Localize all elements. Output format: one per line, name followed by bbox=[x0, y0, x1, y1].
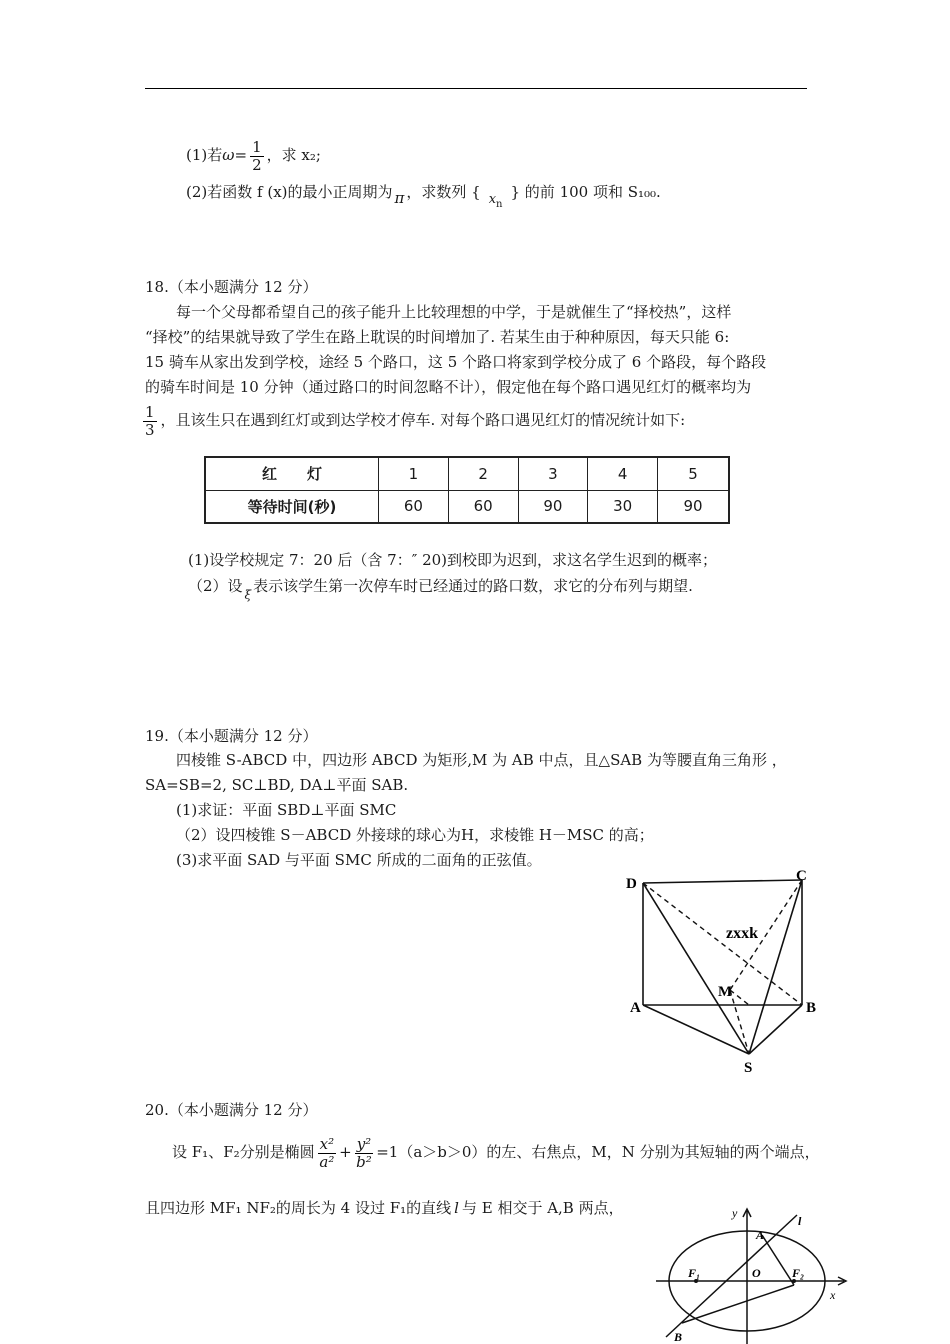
q20-line2-prefix: 且四边形 MF₁ NF₂的周长为 4 设过 F₁的直线 bbox=[145, 1199, 452, 1217]
plus-sign: + bbox=[339, 1143, 352, 1161]
segment-b-f2 bbox=[682, 1285, 794, 1323]
segment-ms bbox=[730, 990, 749, 1054]
table-cell: 5 bbox=[658, 457, 730, 490]
q18-text-line-1: 每一个父母都希望自己的孩子能升上比较理想的中学，于是就催生了“择校热”，这样 bbox=[176, 303, 732, 321]
x-n-symbol: x bbox=[488, 192, 497, 207]
equals-one: =1 bbox=[376, 1143, 399, 1161]
label-c: C bbox=[796, 868, 807, 884]
fraction-denominator: 2 bbox=[252, 155, 262, 174]
q18-part2 bbox=[188, 576, 693, 602]
q17-part1-prefix: (1)若 bbox=[186, 146, 223, 164]
q20-line2-suffix: 与 E 相交于 A,B 两点， bbox=[461, 1199, 624, 1217]
q20-line1-prefix: 设 F₁、F₂分别是椭圆 bbox=[172, 1143, 315, 1161]
fraction-denominator: 3 bbox=[145, 420, 155, 439]
red-light-table bbox=[204, 456, 730, 524]
table-cell: 90 bbox=[518, 490, 588, 523]
label-a: A bbox=[756, 1228, 765, 1242]
q18-text-line-4: 的骑车时间是 10 分钟（通过路口的时间忽略不计），假定他在每个路口遇见红灯的概率均为 bbox=[145, 378, 752, 396]
q19-header: 19.（本小题满分 12 分） bbox=[145, 727, 318, 745]
label-l: l bbox=[798, 1214, 802, 1228]
equals-sign: = bbox=[234, 146, 248, 164]
watermark-text: zxxk bbox=[726, 925, 758, 942]
ellipse-figure bbox=[652, 1203, 850, 1344]
table-cell: 60 bbox=[379, 490, 449, 523]
header-rule bbox=[145, 88, 807, 89]
q20-header: 20.（本小题满分 12 分） bbox=[145, 1101, 318, 1119]
label-m: M bbox=[718, 984, 733, 1000]
q20-text-line-2 bbox=[145, 1198, 624, 1218]
label-f2: F₂ bbox=[792, 1266, 805, 1280]
q20-line1-suffix: （a＞b＞0）的左、右焦点，M，N 分别为其短轴的两个端点， bbox=[398, 1143, 820, 1161]
edge-ds bbox=[643, 883, 749, 1054]
q17-part2-suffix: } 的前 100 项和 S₁₀₀. bbox=[510, 183, 661, 201]
fraction-numerator: y² bbox=[356, 1134, 372, 1153]
q18-after-fraction: ，且该生只在遇到红灯或到达学校才停车. 对每个路口遇见红灯的情况统计如下: bbox=[160, 411, 686, 429]
line-l-symbol: l bbox=[454, 1199, 459, 1217]
q17-part2-mid: ，求数列 { bbox=[406, 183, 481, 201]
q17-part1 bbox=[186, 138, 321, 174]
fraction-numerator: 1 bbox=[145, 402, 155, 421]
q20-text-line-1 bbox=[172, 1132, 820, 1172]
q17-part2 bbox=[186, 182, 661, 210]
table-header-wait-time: 等待时间(秒) bbox=[205, 490, 379, 523]
q19-text-line-1: 四棱锥 S-ABCD 中，四边形 ABCD 为矩形,M 为 AB 中点，且△SAB 为等腰直角三角形 ， bbox=[176, 751, 787, 769]
ellipse-x-fraction bbox=[318, 1136, 336, 1171]
table-cell: 3 bbox=[518, 457, 588, 490]
q18-part2-prefix: （2）设 bbox=[188, 577, 243, 595]
fraction-numerator: 1 bbox=[252, 137, 262, 156]
label-d: D bbox=[626, 876, 637, 892]
ellipse-y-fraction bbox=[355, 1136, 374, 1171]
line-l bbox=[666, 1215, 797, 1337]
fraction-numerator: x² bbox=[319, 1134, 335, 1153]
edge-dc bbox=[643, 880, 802, 883]
q19-part2: （2）设四棱锥 S－ABCD 外接球的球心为H，求棱锥 H－MSC 的高； bbox=[176, 826, 654, 844]
label-b: B bbox=[674, 1330, 683, 1344]
segment-a-f2 bbox=[762, 1235, 794, 1285]
label-x: x bbox=[830, 1288, 836, 1302]
table-row-lights bbox=[205, 457, 729, 490]
table-cell: 1 bbox=[379, 457, 449, 490]
q17-part2-prefix: (2)若函数 f (x)的最小正周期为 bbox=[186, 183, 393, 201]
q17-fraction bbox=[250, 139, 264, 174]
pyramid-figure bbox=[610, 866, 830, 1078]
fraction-denominator: b² bbox=[356, 1152, 372, 1171]
q17-part1-suffix: ，求 x₂; bbox=[266, 146, 321, 164]
label-y: y bbox=[732, 1206, 738, 1220]
table-cell: 30 bbox=[588, 490, 658, 523]
table-row-waits bbox=[205, 490, 729, 523]
omega-symbol: ω bbox=[222, 146, 235, 164]
label-s: S bbox=[744, 1060, 753, 1076]
q18-fraction bbox=[143, 404, 157, 439]
q18-part2-suffix: 表示该学生第一次停车时已经通过的路口数，求它的分布列与期望. bbox=[253, 577, 693, 595]
q18-text-line-3: 15 骑车从家出发到学校，途经 5 个路口，这 5 个路口将家到学校分成了 6 个路段，每个路段 bbox=[145, 353, 767, 371]
table-cell: 90 bbox=[658, 490, 730, 523]
x-n-subscript: n bbox=[496, 199, 503, 210]
fraction-denominator: a² bbox=[319, 1152, 335, 1171]
segment-m-ab bbox=[730, 990, 749, 1005]
q19-part3: (3)求平面 SAD 与平面 SMC 所成的二面角的正弦值。 bbox=[176, 851, 542, 869]
table-header-red-light: 红 灯 bbox=[205, 457, 379, 490]
pi-symbol: π bbox=[394, 189, 405, 207]
q18-header: 18.（本小题满分 12 分） bbox=[145, 278, 318, 296]
edge-cs bbox=[749, 880, 802, 1054]
label-f1: F₁ bbox=[688, 1266, 701, 1280]
xi-symbol: ξ bbox=[244, 588, 252, 602]
table-cell: 2 bbox=[448, 457, 518, 490]
q18-text-line-2: “择校”的结果就导致了学生在路上耽误的时间增加了. 若某生由于种种原因，每天只能 6: bbox=[145, 328, 730, 346]
q18-text-line-5 bbox=[143, 402, 685, 439]
label-a: A bbox=[630, 1000, 641, 1016]
label-o: O bbox=[752, 1266, 761, 1280]
q19-part1: (1)求证：平面 SBD⊥平面 SMC bbox=[176, 801, 397, 819]
table-cell: 4 bbox=[588, 457, 658, 490]
table-cell: 60 bbox=[448, 490, 518, 523]
label-b: B bbox=[806, 1000, 817, 1016]
q19-text-line-2: SA=SB=2, SC⊥BD, DA⊥平面 SAB. bbox=[145, 776, 409, 794]
q18-part1: (1)设学校规定 7：20 后（含 7：″ 20)到校即为迟到，求这名学生迟到的概率； bbox=[188, 551, 718, 569]
